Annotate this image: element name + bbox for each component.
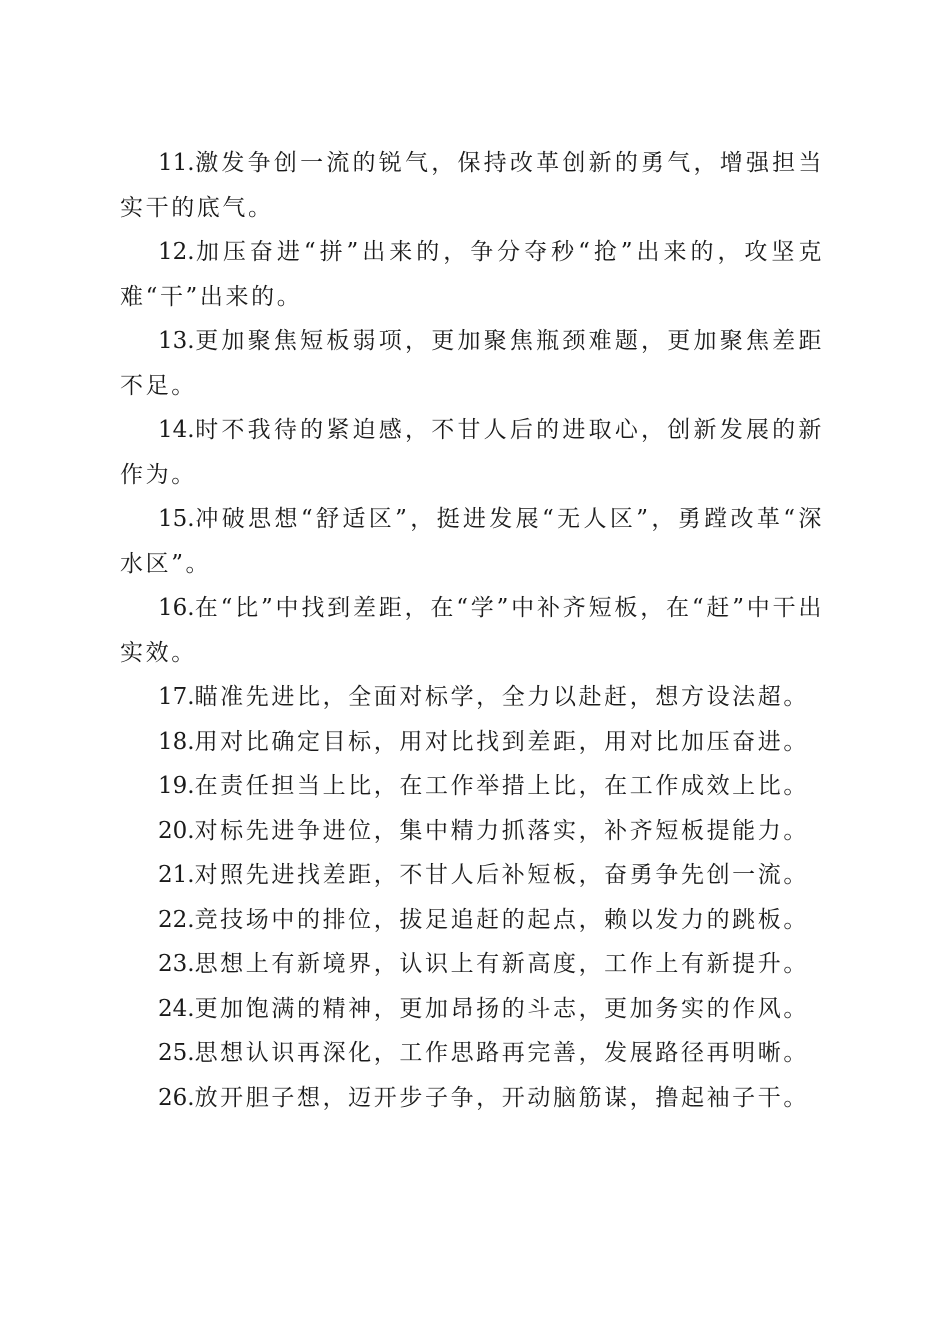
item-text: 加压奋进“拼”出来的，争分夺秒“抢”出来的，攻坚克难“干”出来的。: [120, 239, 824, 310]
list-item-21: [120, 853, 824, 898]
item-number: 24.: [158, 995, 195, 1022]
item-text: 冲破思想“舒适区”，挺进发展“无人区”，勇蹚改革“深水区”。: [120, 506, 824, 577]
item-text: 思想认识再深化，工作思路再完善，发展路径再明晰。: [194, 1040, 809, 1066]
item-text: 竞技场中的排位，拔足追赶的起点，赖以发力的跳板。: [194, 906, 809, 933]
list-item-25: [120, 1031, 824, 1076]
item-text: 时不我待的紧迫感，不甘人后的进取心，创新发展的新作为。: [120, 417, 824, 488]
list-item-14: [120, 408, 824, 497]
item-text: 更加饱满的精神，更加昂扬的斗志，更加务实的作风。: [194, 995, 809, 1022]
list-item-18: [120, 720, 824, 765]
item-text: 对标先进争进位，集中精力抓落实，补齐短板提能力。: [194, 817, 809, 844]
item-text: 用对比确定目标，用对比找到差距，用对比加压奋进。: [194, 728, 809, 755]
list-item-23: [120, 942, 824, 987]
item-number: 19.: [158, 773, 195, 799]
item-number: 26.: [158, 1084, 195, 1111]
list-item-12: [120, 230, 824, 319]
list-item-11: [120, 141, 824, 230]
item-text: 对照先进找差距，不甘人后补短板，奋勇争先创一流。: [194, 862, 809, 888]
document-body: [120, 141, 824, 1120]
list-item-26: [120, 1076, 824, 1121]
item-number: 23.: [158, 951, 195, 977]
item-number: 14.: [158, 417, 195, 443]
item-text: 放开胆子想，迈开步子争，开动脑筋谋，撸起袖子干。: [194, 1084, 809, 1111]
list-item-15: [120, 497, 824, 586]
list-item-17: [120, 675, 824, 720]
item-number: 12.: [158, 239, 195, 265]
item-number: 20.: [158, 817, 195, 844]
item-text: 在责任担当上比，在工作举措上比，在工作成效上比。: [194, 773, 809, 799]
item-number: 17.: [158, 684, 195, 710]
list-item-20: [120, 809, 824, 854]
list-item-24: [120, 987, 824, 1032]
item-text: 思想上有新境界，认识上有新高度，工作上有新提升。: [194, 951, 809, 977]
item-number: 11.: [158, 150, 195, 176]
item-number: 21.: [158, 862, 195, 888]
list-item-16: [120, 586, 824, 675]
list-item-19: [120, 764, 824, 809]
item-text: 在“比”中找到差距，在“学”中补齐短板，在“赶”中干出实效。: [120, 595, 824, 666]
item-number: 16.: [158, 595, 195, 621]
item-number: 15.: [158, 506, 195, 532]
item-text: 激发争创一流的锐气，保持改革创新的勇气，增强担当实干的底气。: [120, 150, 824, 221]
item-text: 瞄准先进比，全面对标学，全力以赴赶，想方设法超。: [194, 684, 809, 710]
list-item-22: [120, 898, 824, 943]
item-number: 22.: [158, 906, 195, 933]
item-number: 13.: [158, 328, 195, 354]
item-text: 更加聚焦短板弱项，更加聚焦瓶颈难题，更加聚焦差距不足。: [120, 328, 824, 399]
item-number: 18.: [158, 728, 195, 755]
item-number: 25.: [158, 1040, 195, 1066]
list-item-13: [120, 319, 824, 408]
